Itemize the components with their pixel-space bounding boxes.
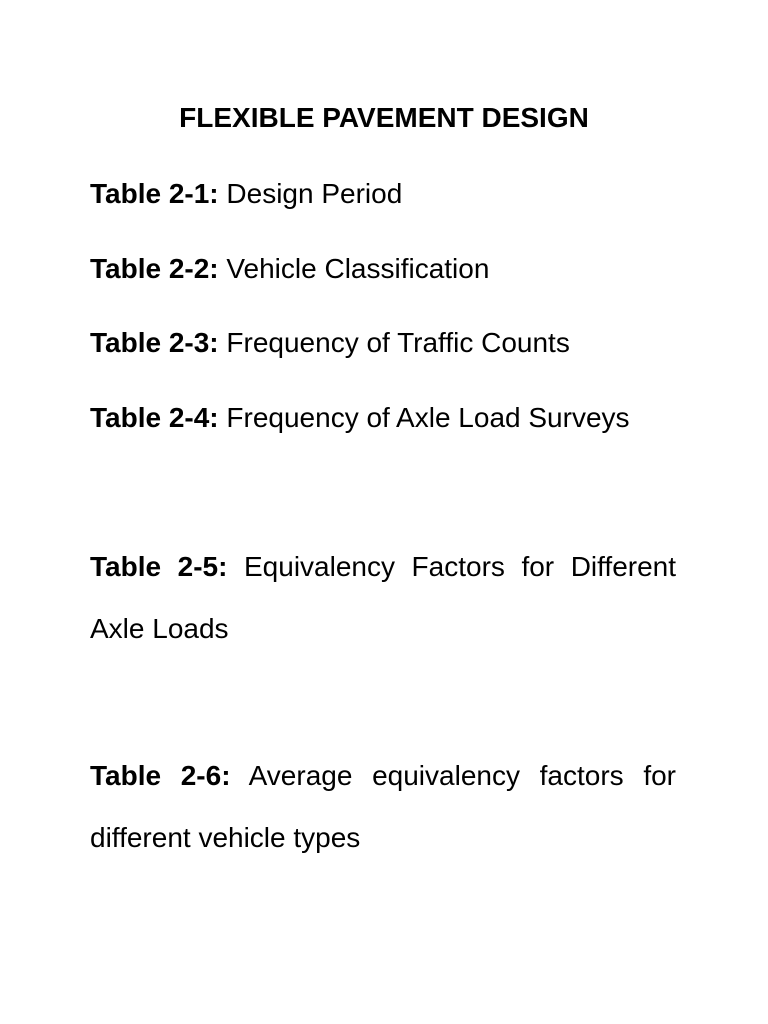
table-label: Table 2-2: [90, 253, 219, 284]
table-entry [90, 745, 676, 869]
table-entry [90, 398, 676, 438]
table-caption: Frequency of Axle Load Surveys [226, 402, 630, 433]
table-caption: Equivalency Factors for Different Axle Loads [90, 551, 677, 644]
document-title: FLEXIBLE PAVEMENT DESIGN [179, 102, 589, 133]
table-entry [90, 174, 676, 214]
table-label: Table 2-5: [90, 551, 228, 582]
table-entry [90, 323, 676, 363]
table-caption: Design Period [226, 178, 403, 209]
table-label: Table 2-1: [90, 178, 219, 209]
table-entry [90, 536, 676, 660]
table-entry [90, 249, 676, 289]
table-label: Table 2-3: [90, 327, 219, 358]
table-caption: Frequency of Traffic Counts [226, 327, 570, 358]
table-label: Table 2-4: [90, 402, 219, 433]
table-label: Table 2-6: [90, 760, 231, 791]
table-caption: Vehicle Classification [226, 253, 490, 284]
table-caption: Average equivalency factors for different vehicle types [90, 760, 677, 853]
